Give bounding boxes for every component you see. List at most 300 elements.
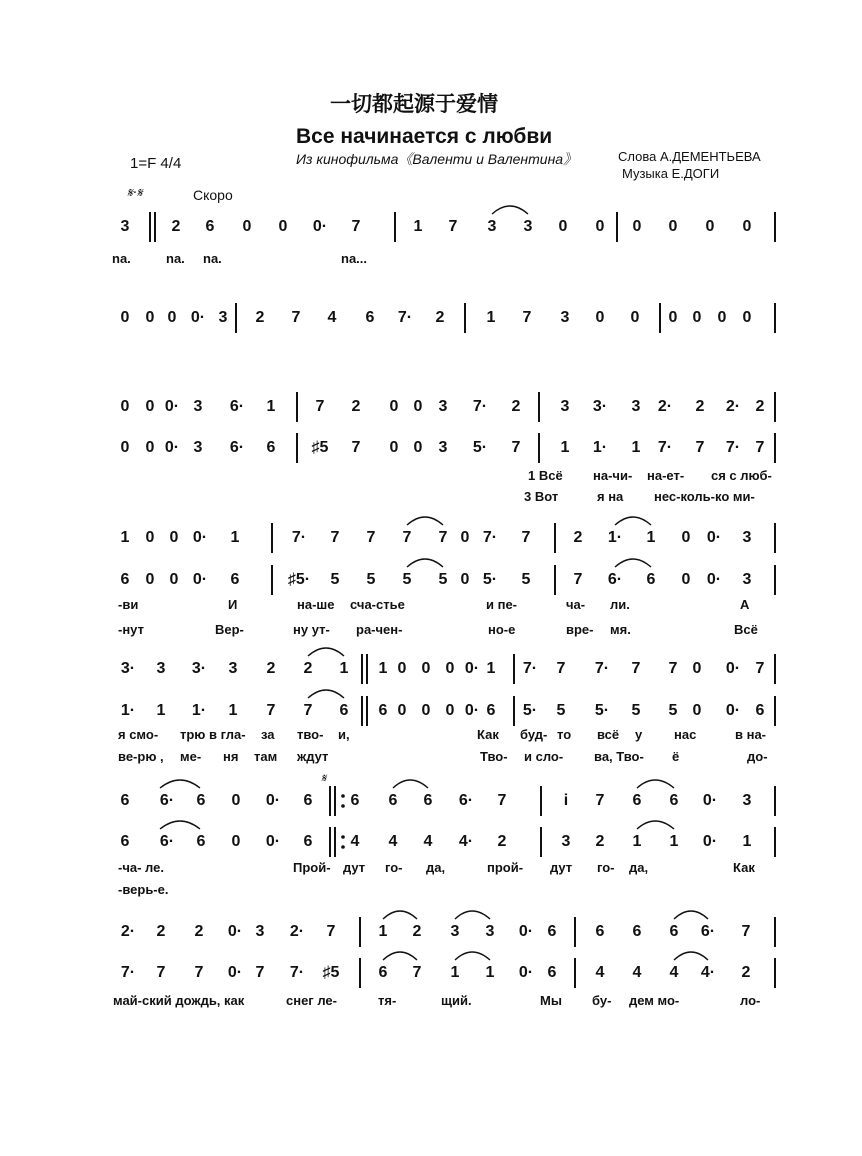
title-russian: Все начинается с любви — [296, 125, 553, 148]
note: 7 — [156, 964, 166, 981]
lyric-syllable: я на — [597, 489, 624, 504]
note: 0· — [227, 923, 243, 940]
note: 5 — [521, 571, 531, 588]
lyric-syllable: и пе- — [486, 597, 518, 612]
note: 6· — [607, 571, 623, 588]
note: 2 — [351, 398, 361, 415]
note: ♯5 — [311, 439, 329, 456]
note: 7· — [120, 964, 136, 981]
note: 1 — [450, 964, 460, 981]
note: 6 — [388, 792, 398, 809]
note: 7· — [725, 439, 741, 456]
note: 6 — [547, 923, 557, 940]
note: 6 — [378, 702, 388, 719]
note: 3 — [255, 923, 265, 940]
note: 0 — [278, 218, 288, 235]
note: 3 — [560, 309, 570, 326]
lyric-syllable: нес-коль-ко ми- — [654, 489, 755, 504]
title-chinese: 一切都起源于爱情 — [330, 91, 498, 116]
film-subtitle: Из кинофильма《Валенти и Валентина》 — [296, 151, 578, 167]
note: 6· — [159, 792, 175, 809]
note: 1 — [266, 398, 276, 415]
note: 4 — [388, 833, 398, 850]
note: 0 — [630, 309, 640, 326]
lyric-syllable: na. — [166, 251, 185, 266]
note: 0· — [706, 529, 722, 546]
note: 7 — [695, 439, 705, 456]
note: 0 — [668, 218, 678, 235]
note: 0· — [706, 571, 722, 588]
note: 6 — [755, 702, 765, 719]
note: 3 — [156, 660, 166, 677]
lyric-syllable: снег ле- — [286, 993, 337, 1008]
note: 0 — [717, 309, 727, 326]
note: 0 — [389, 439, 399, 456]
note: 0· — [164, 439, 180, 456]
lyric-syllable: ва, Тво- — [594, 749, 644, 764]
note: 2· — [120, 923, 136, 940]
note: 0 — [145, 529, 155, 546]
note: 7· — [397, 309, 413, 326]
note: 1 — [378, 660, 388, 677]
note: 3 — [561, 833, 571, 850]
note: 7 — [351, 218, 361, 235]
note: 0· — [265, 792, 281, 809]
lyric-syllable: на-чи- — [593, 468, 633, 483]
note: 0 — [445, 702, 455, 719]
note: 7 — [755, 439, 765, 456]
note: 0 — [145, 398, 155, 415]
note: 1 — [486, 309, 496, 326]
note: 0· — [164, 398, 180, 415]
note: 7· — [289, 964, 305, 981]
note: 3 — [228, 660, 238, 677]
slur-mark — [393, 780, 428, 788]
note: 1 — [632, 833, 642, 850]
note: 6 — [339, 702, 349, 719]
note: 0 — [558, 218, 568, 235]
note: 2 — [156, 923, 166, 940]
note: 3 — [193, 439, 203, 456]
note: 0 — [681, 529, 691, 546]
lyric-syllable: А — [740, 597, 750, 612]
note: 6 — [196, 792, 206, 809]
lyric-syllable: но-е — [488, 622, 516, 637]
note: 6· — [700, 923, 716, 940]
lyric-syllable: na. — [112, 251, 131, 266]
note: 5· — [472, 439, 488, 456]
note: 1 — [486, 660, 496, 677]
note: 7· — [472, 398, 488, 415]
note: 4 — [423, 833, 433, 850]
slur-mark — [308, 648, 344, 656]
note: 2 — [741, 964, 751, 981]
lyric-syllable: всё — [597, 727, 620, 742]
note: 0 — [681, 571, 691, 588]
note: 0 — [632, 218, 642, 235]
lyric-syllable: да, — [426, 860, 446, 875]
note: 0 — [231, 792, 241, 809]
lyric-syllable: то — [557, 727, 572, 742]
lyric-syllable: дут — [550, 860, 573, 875]
note: 0 — [397, 660, 407, 677]
note: 0 — [692, 702, 702, 719]
lyric-syllable: у — [635, 727, 643, 742]
note: 0 — [169, 571, 179, 588]
note: 1 — [156, 702, 166, 719]
note: 1· — [120, 702, 136, 719]
note: 5 — [402, 571, 412, 588]
note: 5· — [482, 571, 498, 588]
lyric-syllable: Всё — [734, 622, 758, 637]
lyric-syllable: дут — [343, 860, 366, 875]
note: 2 — [511, 398, 521, 415]
tempo-marking: Скоро — [193, 187, 233, 203]
lyric-syllable: сча-стье — [350, 597, 405, 612]
lyric-syllable: до- — [747, 749, 768, 764]
lyric-syllable: Тво- — [480, 749, 508, 764]
lyric-syllable: ме- — [180, 749, 202, 764]
note: 6 — [120, 792, 130, 809]
note: 4 — [595, 964, 605, 981]
note: 3 — [450, 923, 460, 940]
note: 0 — [595, 218, 605, 235]
note: 1 — [485, 964, 495, 981]
lyric-syllable: бу- — [592, 993, 612, 1008]
note: 0· — [190, 309, 206, 326]
note: 0 — [668, 309, 678, 326]
lyric-syllable: да, — [629, 860, 649, 875]
slur-mark — [674, 911, 708, 919]
lyric-syllable: и сло- — [524, 749, 564, 764]
note: 0 — [145, 439, 155, 456]
note: 7 — [521, 529, 531, 546]
note: 7· — [522, 660, 538, 677]
note: 6 — [365, 309, 375, 326]
note: 2 — [595, 833, 605, 850]
lyric-syllable: И — [228, 597, 238, 612]
note: 7 — [194, 964, 204, 981]
note: 2 — [695, 398, 705, 415]
slur-mark — [637, 780, 674, 788]
lyric-syllable: 3 Вот — [524, 489, 559, 504]
slur-mark — [308, 690, 344, 698]
note: 3 — [742, 529, 752, 546]
note: 3 — [193, 398, 203, 415]
lyric-syllable: ве-рю , — [118, 749, 164, 764]
note: 3 — [438, 439, 448, 456]
key-signature: 1=F 4/4 — [130, 155, 182, 172]
note: 0 — [692, 309, 702, 326]
lyric-syllable: буд- — [520, 727, 548, 742]
note: 3 — [631, 398, 641, 415]
note: 6 — [205, 218, 215, 235]
note: 6 — [632, 923, 642, 940]
note: 2 — [435, 309, 445, 326]
note: 6 — [303, 833, 313, 850]
note: 6· — [458, 792, 474, 809]
lyric-syllable: щий. — [441, 993, 472, 1008]
note: 7 — [668, 660, 678, 677]
lyric-syllable: тя- — [378, 993, 397, 1008]
note: 5 — [631, 702, 641, 719]
lyric-syllable: Как — [733, 860, 755, 875]
lyric-syllable: за — [261, 727, 275, 742]
note: 7 — [556, 660, 566, 677]
note: 7 — [631, 660, 641, 677]
composer-credit: Музыка Е.ДОГИ — [622, 166, 720, 181]
note: 1· — [607, 529, 623, 546]
lyric-syllable: там — [254, 749, 278, 764]
note: 6 — [423, 792, 433, 809]
note: 6 — [230, 571, 240, 588]
note: 4· — [700, 964, 716, 981]
note: 1 — [378, 923, 388, 940]
note: 0· — [192, 571, 208, 588]
note: 7· — [657, 439, 673, 456]
note: 3· — [120, 660, 136, 677]
note: 7· — [482, 529, 498, 546]
note: 0 — [421, 702, 431, 719]
note: 6 — [120, 571, 130, 588]
note: 0 — [397, 702, 407, 719]
note: 1 — [228, 702, 238, 719]
note: 6 — [378, 964, 388, 981]
note: 1 — [413, 218, 423, 235]
note: 6 — [266, 439, 276, 456]
lyric-syllable: -верь-е. — [118, 882, 169, 897]
note: 0 — [413, 439, 423, 456]
note: 7 — [573, 571, 583, 588]
slur-mark — [674, 952, 708, 960]
lyric-syllable: ня — [223, 749, 239, 764]
note: 2 — [755, 398, 765, 415]
note: 0 — [120, 309, 130, 326]
note: 1 — [120, 529, 130, 546]
note: 0 — [389, 398, 399, 415]
note: 7 — [366, 529, 376, 546]
slur-mark — [637, 821, 674, 829]
note: 6 — [350, 792, 360, 809]
note: 2 — [171, 218, 181, 235]
lyric-syllable: май-ский дождь, как — [113, 993, 245, 1008]
note: 7 — [741, 923, 751, 940]
note: 2 — [255, 309, 265, 326]
note: 2 — [194, 923, 204, 940]
note: ♯5 — [322, 964, 340, 981]
note: 5 — [438, 571, 448, 588]
note: 3 — [523, 218, 533, 235]
lyric-syllable: го- — [597, 860, 615, 875]
note: 0 — [445, 660, 455, 677]
slur-mark — [160, 821, 200, 829]
note: 7 — [595, 792, 605, 809]
note: 0 — [595, 309, 605, 326]
note: 0· — [312, 218, 328, 235]
note: 1 — [631, 439, 641, 456]
lyric-syllable: в на- — [735, 727, 767, 742]
note: 5 — [556, 702, 566, 719]
lyric-syllable: мя. — [610, 622, 631, 637]
note: 0 — [120, 439, 130, 456]
note: 5 — [668, 702, 678, 719]
slur-mark — [160, 780, 200, 788]
lyric-syllable: ча- — [566, 597, 586, 612]
note: 0· — [192, 529, 208, 546]
note: 4 — [327, 309, 337, 326]
note: 4· — [458, 833, 474, 850]
note: 1 — [669, 833, 679, 850]
note: 1 — [646, 529, 656, 546]
note: 0· — [725, 702, 741, 719]
note: 0· — [702, 792, 718, 809]
note: 3 — [742, 792, 752, 809]
note: 6 — [303, 792, 313, 809]
note: 5· — [594, 702, 610, 719]
note: 1 — [742, 833, 752, 850]
note: 2 — [573, 529, 583, 546]
lyric-syllable: тво- — [297, 727, 324, 742]
note: 0· — [227, 964, 243, 981]
note: 7 — [266, 702, 276, 719]
note: 0 — [169, 529, 179, 546]
lyric-syllable: Как — [477, 727, 499, 742]
note: 3 — [742, 571, 752, 588]
note: 0 — [145, 309, 155, 326]
note: 0· — [518, 923, 534, 940]
slur-mark — [383, 952, 417, 960]
slur-mark — [492, 206, 528, 214]
note: 0 — [460, 529, 470, 546]
lyric-syllable: ра-чен- — [356, 622, 403, 637]
note: 0 — [742, 309, 752, 326]
note: 0· — [265, 833, 281, 850]
note: 2· — [657, 398, 673, 415]
note: 0 — [167, 309, 177, 326]
note: 6· — [229, 439, 245, 456]
note: ♯5· — [287, 571, 311, 588]
note: 3 — [560, 398, 570, 415]
slur-mark — [455, 911, 490, 919]
note: 6· — [159, 833, 175, 850]
note: 4 — [669, 964, 679, 981]
note: 1 — [230, 529, 240, 546]
note: 7· — [291, 529, 307, 546]
note: 1 — [560, 439, 570, 456]
note: 3· — [191, 660, 207, 677]
lyric-syllable: ё — [672, 749, 680, 764]
note: 6 — [669, 792, 679, 809]
repeat-dots — [341, 794, 345, 849]
note: 7 — [438, 529, 448, 546]
lyric-syllable: дем мо- — [629, 993, 680, 1008]
note: 0 — [421, 660, 431, 677]
note: 6 — [595, 923, 605, 940]
note: 6 — [632, 792, 642, 809]
lyric-syllable: вре- — [566, 622, 594, 637]
note: 4 — [350, 833, 360, 850]
lyric-syllable: -ча- ле. — [118, 860, 164, 875]
note: 6 — [547, 964, 557, 981]
note: 3· — [592, 398, 608, 415]
note: 3 — [218, 309, 228, 326]
note: 0 — [742, 218, 752, 235]
note: 7 — [255, 964, 265, 981]
note: 3 — [487, 218, 497, 235]
note: 5 — [330, 571, 340, 588]
lyric-syllable: трю в гла- — [180, 727, 246, 742]
note: 7 — [755, 660, 765, 677]
note: 0· — [702, 833, 718, 850]
note: 0 — [692, 660, 702, 677]
segno-icon: 𝄋 — [321, 771, 327, 785]
lyric-syllable: ся с люб- — [711, 468, 772, 483]
note: 6 — [486, 702, 496, 719]
lyric-syllable: ли. — [610, 597, 630, 612]
note: 6 — [196, 833, 206, 850]
slur-mark — [455, 952, 490, 960]
note: 0 — [413, 398, 423, 415]
note: 1· — [592, 439, 608, 456]
note: 7 — [511, 439, 521, 456]
note: 7 — [402, 529, 412, 546]
slur-mark — [407, 559, 443, 567]
lyric-syllable: -ви — [118, 597, 139, 612]
lyric-syllable: Прой- — [293, 860, 331, 875]
lyric-syllable: на-ше — [297, 597, 335, 612]
lyric-syllable: и, — [338, 727, 350, 742]
note: 2· — [725, 398, 741, 415]
note: 7 — [351, 439, 361, 456]
note: 7· — [594, 660, 610, 677]
lyric-syllable: na. — [203, 251, 222, 266]
lyric-syllable: -нут — [118, 622, 144, 637]
note: 6 — [669, 923, 679, 940]
note: 2 — [266, 660, 276, 677]
note: 3 — [485, 923, 495, 940]
note: 0 — [242, 218, 252, 235]
lyric-syllable: ло- — [740, 993, 761, 1008]
slur-mark — [407, 517, 443, 525]
note: 4 — [632, 964, 642, 981]
note: 3 — [120, 218, 130, 235]
lyric-syllable: го- — [385, 860, 403, 875]
lyric-syllable: na... — [341, 251, 368, 266]
note: 7 — [330, 529, 340, 546]
note: 2 — [497, 833, 507, 850]
note: 5· — [522, 702, 538, 719]
lyric-syllable: нас — [674, 727, 697, 742]
slur-mark — [383, 911, 417, 919]
lyric-syllable: 1 Всё — [528, 468, 563, 483]
note: i — [563, 792, 569, 809]
note: 1· — [191, 702, 207, 719]
note: 7 — [522, 309, 532, 326]
note: 0 — [705, 218, 715, 235]
note: 7 — [412, 964, 422, 981]
lyric-syllable: Вер- — [215, 622, 244, 637]
note: 0· — [464, 660, 480, 677]
note: 3 — [438, 398, 448, 415]
slur-mark — [615, 517, 651, 525]
lyric-syllable: Мы — [540, 993, 562, 1008]
note: 0 — [460, 571, 470, 588]
note: 5 — [366, 571, 376, 588]
lyric-syllable: ну ут- — [293, 622, 330, 637]
lyric-syllable: я смо- — [118, 727, 159, 742]
note: 0 — [120, 398, 130, 415]
lyric-syllable: прой- — [487, 860, 524, 875]
